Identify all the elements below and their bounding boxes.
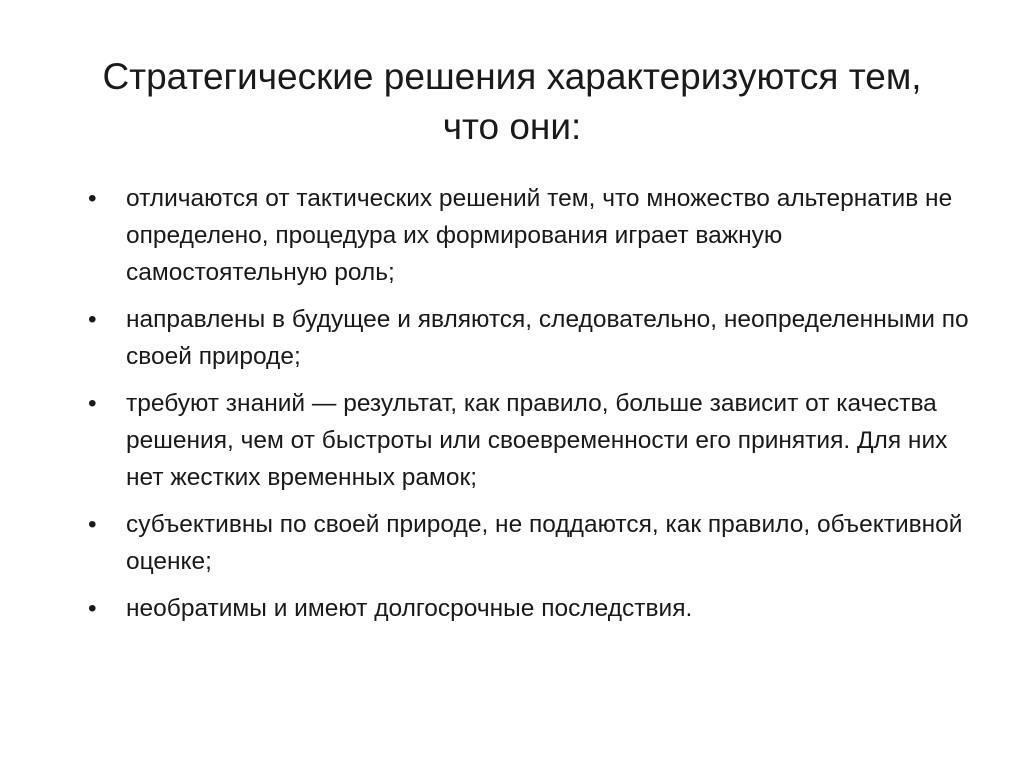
bullet-text: отличаются от тактических решений тем, что множество альтернатив не определено, процедура их формирования играет важную самостоятельную роль; bbox=[126, 185, 953, 286]
bullet-text: требуют знаний — результат, как правило, больше зависит от качества решения, чем от быстроты или своевременности его принятия. Для них нет жестких временных рамок; bbox=[126, 390, 948, 491]
bullet-icon: • bbox=[88, 390, 97, 417]
bullet-item bbox=[88, 590, 988, 627]
bullet-list bbox=[88, 180, 988, 637]
bullet-item bbox=[88, 385, 988, 496]
bullet-item bbox=[88, 506, 988, 580]
bullet-text: направлены в будущее и являются, следовательно, неопределенными по своей природе; bbox=[126, 306, 969, 370]
slide-title: Стратегические решения характеризуются тем, что они: bbox=[102, 56, 922, 147]
bullet-text: субъективны по своей природе, не поддаются, как правило, объективной оценке; bbox=[126, 511, 963, 575]
bullet-icon: • bbox=[88, 595, 97, 622]
bullet-item bbox=[88, 301, 988, 375]
bullet-icon: • bbox=[88, 185, 97, 212]
bullet-icon: • bbox=[88, 306, 97, 333]
bullet-text: необратимы и имеют долгосрочные последствия. bbox=[126, 595, 693, 622]
bullet-icon: • bbox=[88, 511, 97, 538]
bullet-item bbox=[88, 180, 988, 291]
